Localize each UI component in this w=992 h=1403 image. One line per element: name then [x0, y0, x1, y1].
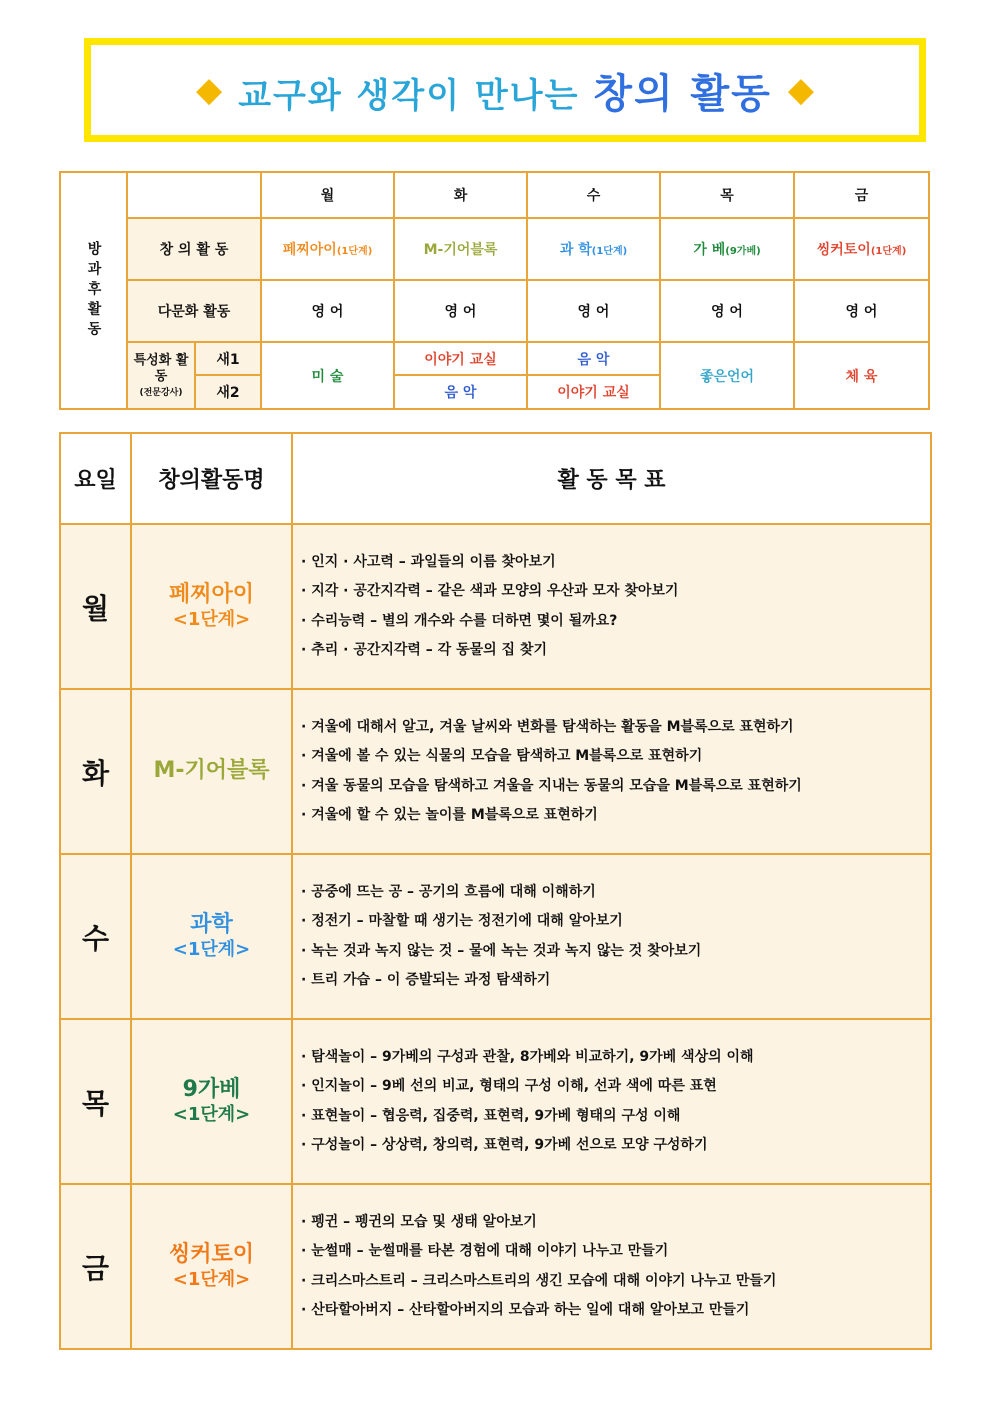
creative-wed: 과 학(1단계) [527, 218, 660, 280]
table-row [60, 524, 931, 689]
day-header-mon: 월 [261, 172, 394, 218]
day-header-fri: 금 [794, 172, 929, 218]
list-item: · 겨울에 할 수 있는 놀이를 M블록으로 표현하기 [301, 801, 930, 831]
multicultural-tue: 영 어 [394, 280, 527, 342]
table-row [60, 1019, 931, 1184]
list-item: · 크리스마스트리 – 크리스마스트리의 생긴 모습에 대해 이야기 나누고 만들기 [301, 1267, 930, 1297]
title-main: 교구와 생각이 만나는 [238, 75, 580, 116]
title-emphasis: 창의 활동 [593, 70, 772, 117]
day-header-tue: 화 [394, 172, 527, 218]
page-title [238, 62, 772, 119]
row-goals [292, 1019, 931, 1184]
row-goals [292, 854, 931, 1019]
row-activity-name: 페찌아이 <1단계> [131, 524, 292, 689]
list-item: · 인지놀이 – 9베 선의 비교, 형태의 구성 이해, 선과 색에 따른 표현 [301, 1072, 930, 1102]
multicultural-mon: 영 어 [261, 280, 394, 342]
list-item: · 산타할아버지 – 산타할아버지의 모습과 하는 일에 대해 알아보고 만들기 [301, 1296, 930, 1326]
list-item: · 트리 가습 – 이 증발되는 과정 탐색하기 [301, 966, 930, 996]
title-banner [84, 38, 926, 142]
row-activity-name: 9가베 <1단계> [131, 1019, 292, 1184]
creative-thu: 가 베(9가베) [660, 218, 794, 280]
list-item: · 공중에 뜨는 공 – 공기의 흐름에 대해 이해하기 [301, 878, 930, 908]
header-goal: 활 동 목 표 [292, 433, 931, 524]
table-row [60, 1184, 931, 1349]
creative-fri: 씽커토이(1단계) [794, 218, 929, 280]
multicultural-label: 다문화 활동 [127, 280, 261, 342]
special-wed-row2: 이야기 교실 [527, 375, 660, 409]
list-item: · 수리능력 – 별의 개수와 수를 더하면 몇이 될까요? [301, 607, 930, 637]
row-activity-name: 씽커토이 <1단계> [131, 1184, 292, 1349]
list-item: · 추리 · 공간지각력 – 각 동물의 집 찾기 [301, 636, 930, 666]
multicultural-fri: 영 어 [794, 280, 929, 342]
special-mon: 미 술 [261, 342, 394, 409]
day-header-wed: 수 [527, 172, 660, 218]
header-name: 창의활동명 [131, 433, 292, 524]
corner-cell [127, 172, 261, 218]
list-item: · 정전기 – 마찰할 때 생기는 정전기에 대해 알아보기 [301, 907, 930, 937]
row-goals [292, 1184, 931, 1349]
list-item: · 펭귄 – 펭귄의 모습 및 생태 알아보기 [301, 1208, 930, 1238]
list-item: · 겨울 동물의 모습을 탐색하고 겨울을 지내는 동물의 모습을 M블록으로 표현하기 [301, 772, 930, 802]
list-item: · 구성놀이 – 상상력, 창의력, 표현력, 9가베 선으로 모양 구성하기 [301, 1131, 930, 1161]
creative-tue: M-기어블록 [394, 218, 527, 280]
list-item: · 지각 · 공간지각력 – 같은 색과 모양의 우산과 모자 찾아보기 [301, 577, 930, 607]
row-activity-name: M-기어블록 [131, 689, 292, 854]
table-row [60, 854, 931, 1019]
list-item: · 녹는 것과 녹지 않는 것 – 물에 녹는 것과 녹지 않는 것 찾아보기 [301, 937, 930, 967]
creative-label: 창 의 활 동 [127, 218, 261, 280]
special-thu: 좋은언어 [660, 342, 794, 409]
day-header-thu: 목 [660, 172, 794, 218]
list-item: · 인지 · 사고력 – 과일들의 이름 찾아보기 [301, 548, 930, 578]
multicultural-wed: 영 어 [527, 280, 660, 342]
right-diamond-icon: ◆ [787, 70, 814, 110]
special-fri: 체 육 [794, 342, 929, 409]
row-day: 금 [60, 1184, 131, 1349]
activity-goals-table [59, 432, 932, 1350]
after-school-schedule-table [59, 171, 930, 410]
creative-mon: 페찌아이(1단계) [261, 218, 394, 280]
row-day: 월 [60, 524, 131, 689]
special-tue-row1: 이야기 교실 [394, 342, 527, 375]
row-goals [292, 524, 931, 689]
row2-label: 새2 [195, 375, 261, 409]
row1-label: 새1 [195, 342, 261, 375]
row-day: 화 [60, 689, 131, 854]
header-day: 요일 [60, 433, 131, 524]
list-item: · 겨울에 대해서 알고, 겨울 날씨와 변화를 탐색하는 활동을 M블록으로 표현하기 [301, 713, 930, 743]
special-tue-row2: 음 악 [394, 375, 527, 409]
row-goals [292, 689, 931, 854]
special-wed-row1: 음 악 [527, 342, 660, 375]
list-item: · 탐색놀이 – 9가베의 구성과 관찰, 8가베와 비교하기, 9가베 색상의 이해 [301, 1043, 930, 1073]
list-item: · 겨울에 볼 수 있는 식물의 모습을 탐색하고 M블록으로 표현하기 [301, 742, 930, 772]
row-activity-name: 과학 <1단계> [131, 854, 292, 1019]
row-day: 수 [60, 854, 131, 1019]
side-label: 방과후활동 [60, 172, 127, 409]
list-item: · 표현놀이 – 협응력, 집중력, 표현력, 9가베 형태의 구성 이해 [301, 1102, 930, 1132]
table-row [60, 689, 931, 854]
left-diamond-icon: ◆ [196, 70, 223, 110]
multicultural-thu: 영 어 [660, 280, 794, 342]
list-item: · 눈썰매 – 눈썰매를 타본 경험에 대해 이야기 나누고 만들기 [301, 1237, 930, 1267]
row-day: 목 [60, 1019, 131, 1184]
title-content [196, 62, 814, 119]
special-label: 특성화 활동 (전문강사) [127, 342, 195, 409]
